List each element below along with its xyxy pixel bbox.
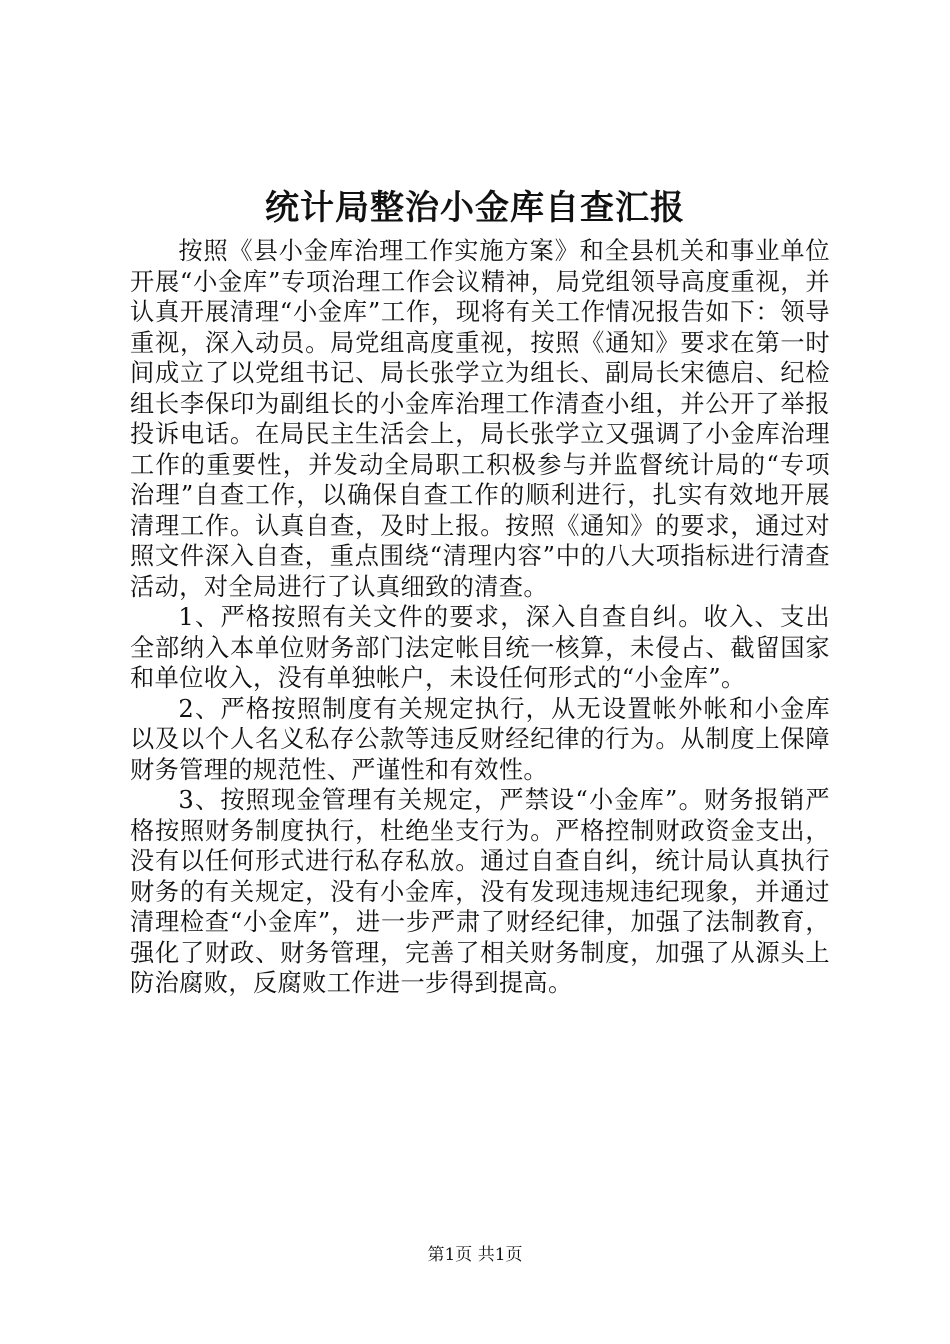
paragraph-item-1: 1、严格按照有关文件的要求，深入自查自纠。收入、支出全部纳入本单位财务部门法定帐目统一核算，未侵占、截留国家和单位收入，没有单独帐户，未设任何形式的“小金库”。 [130, 603, 830, 692]
document-title: 统计局整治小金库自查汇报 [265, 188, 685, 228]
paragraph-item-2: 2、严格按照制度有关规定执行，从无设置帐外帐和小金库以及以个人名义私存公款等违反财经纪律的行为。从制度上保障财务管理的规范性、严谨性和有效性。 [130, 694, 830, 784]
paragraph-intro: 按照《县小金库治理工作实施方案》和全县机关和事业单位开展“小金库”专项治理工作会议精神，局党组领导高度重视，并认真开展清理“小金库”工作，现将有关工作情况报告如下：领导重视，深入动员。局党组高度重视，按照《通知》要求在第一时间成立了以党组书记、局长张学立为组长、副局长宋德启、纪检组长李保印为副组长的小金库治理工作清查小组，并公开了举报投诉电话。在局民主生活会上，局长张学立又强调了小金库治理工作的重要性，并发动全局职工积极参与并监督统计局的“专项治理”自查工作，以确保自查工作的顺利进行，扎实有效地开展清理工作。认真自查，及时上报。按照《通知》的要求，通过对照文件深入自查，重点围绕“清理内容”中的八大项指标进行清查活动，对全局进行了认真细致的清查。 [130, 237, 830, 601]
document-body [130, 236, 830, 999]
paragraph-item-3: 3、按照现金管理有关规定，严禁设“小金库”。财务报销严格按照财务制度执行，杜绝坐支行为。严格控制财政资金支出，没有以任何形式进行私存私放。通过自查自纠，统计局认真执行财务的有关规定，没有小金库，没有发现违规违纪现象，并通过清理检查“小金库”，进一步严肃了财经纪律，加强了法制教育，强化了财政、财务管理，完善了相关财务制度，加强了从源头上防治腐败，反腐败工作进一步得到提高。 [130, 786, 830, 997]
page-footer: 第1页 共1页 [427, 1245, 523, 1265]
